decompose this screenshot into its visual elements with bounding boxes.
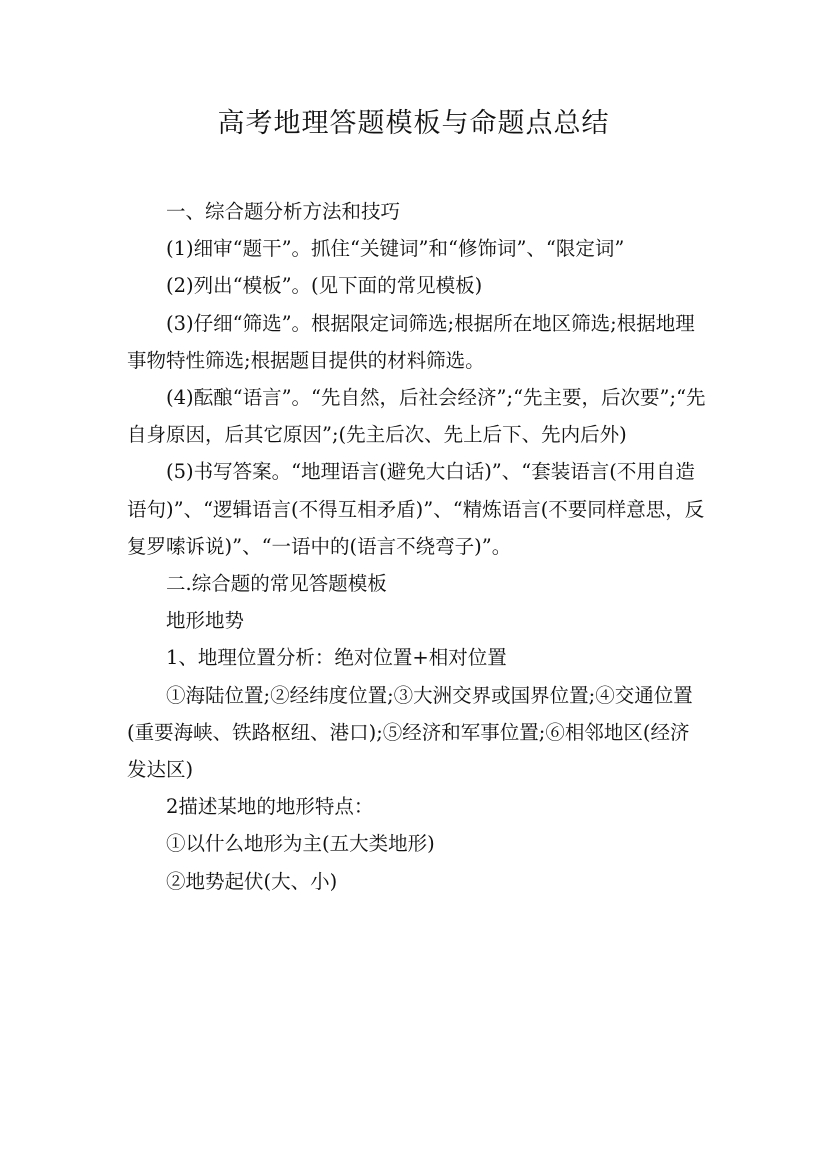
document-body	[127, 193, 707, 900]
paragraph: (1)细审“题干”。抓住“关键词”和“修饰词”、“限定词”	[166, 237, 625, 261]
paragraph: 2描述某地的地形特点：	[166, 795, 374, 819]
subsection-heading: 地形地势	[166, 609, 245, 633]
paragraph: (4)酝酿“语言”。“先自然，后社会经济”;“先主要，后次要”;“先自身原因，后其它原因”;(先主后次、先上后下、先内后外)	[127, 386, 706, 447]
paragraph: (5)书写答案。“地理语言(避免大白话)”、“套装语言(不用自造语句)”、“逻辑语言(不得互相矛盾)”、“精炼语言(不要同样意思，反复罗嗦诉说)”、“一语中的(语言不绕弯子)”。	[127, 460, 705, 558]
paragraph: (2)列出“模板”。(见下面的常见模板)	[166, 274, 483, 298]
document-title: 高考地理答题模板与命题点总结	[217, 108, 610, 139]
section-heading: 二.综合题的常见答题模板	[166, 572, 387, 596]
section-heading: 一、综合题分析方法和技巧	[166, 200, 401, 223]
paragraph: ②地势起伏(大、小)	[166, 869, 338, 893]
paragraph: ①以什么地形为主(五大类地形)	[166, 832, 435, 856]
paragraph: (3)仔细“筛选”。根据限定词筛选;根据所在地区筛选;根据地理事物特性筛选;根据题目提供的材料筛选。	[127, 311, 695, 372]
paragraph: ①海陆位置;②经纬度位置;③大洲交界或国界位置;④交通位置(重要海峡、铁路枢纽、港口);⑤经济和军事位置;⑥相邻地区(经济发达区)	[127, 683, 693, 782]
paragraph: 1、地理位置分析：绝对位置+相对位置	[166, 646, 507, 670]
